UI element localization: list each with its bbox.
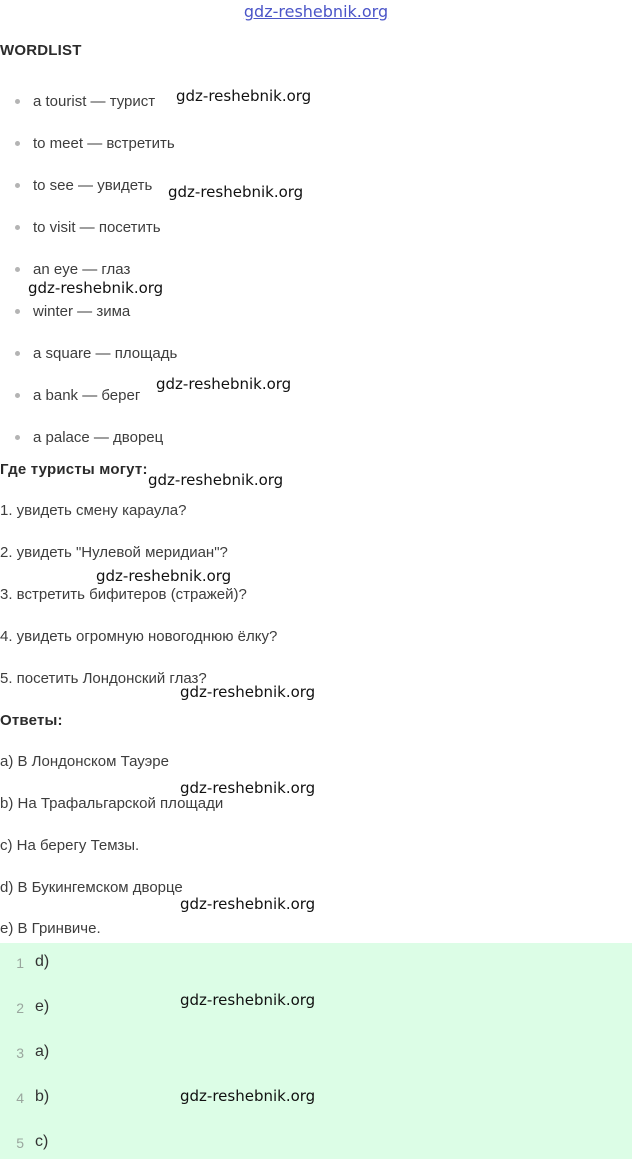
question-item: 4. увидеть огромную новогоднюю ёлку? bbox=[0, 628, 278, 645]
watermark-text: gdz-reshebnik.org bbox=[156, 375, 292, 393]
option-item: e) В Гринвиче. bbox=[0, 920, 101, 937]
watermark-text: gdz-reshebnik.org bbox=[180, 1087, 316, 1105]
bullet-icon bbox=[15, 225, 20, 230]
bullet-icon bbox=[15, 183, 20, 188]
bullet-icon bbox=[15, 141, 20, 146]
wordlist-item: to meet — встретить bbox=[33, 135, 175, 152]
watermark-text: gdz-reshebnik.org bbox=[168, 183, 304, 201]
wordlist-heading: WORDLIST bbox=[0, 42, 82, 59]
question-item: 3. встретить бифитеров (стражей)? bbox=[0, 586, 247, 603]
solution-value: e) bbox=[35, 998, 50, 1015]
watermark-text: gdz-reshebnik.org bbox=[176, 87, 312, 105]
watermark-text: gdz-reshebnik.org bbox=[96, 567, 232, 585]
answers-heading: Ответы: bbox=[0, 712, 63, 729]
question-item: 2. увидеть "Нулевой меридиан"? bbox=[0, 544, 228, 561]
wordlist-item: winter — зима bbox=[33, 303, 131, 320]
wordlist-item: to visit — посетить bbox=[33, 219, 161, 236]
bullet-icon bbox=[15, 267, 20, 272]
option-item: a) В Лондонском Тауэре bbox=[0, 753, 169, 770]
option-item: b) На Трафальгарской площади bbox=[0, 795, 224, 812]
bullet-icon bbox=[15, 309, 20, 314]
solution-number: 5 bbox=[16, 1135, 24, 1151]
solution-value: c) bbox=[35, 1133, 49, 1150]
watermark-text: gdz-reshebnik.org bbox=[148, 471, 284, 489]
watermark-text: gdz-reshebnik.org bbox=[180, 991, 316, 1009]
wordlist-item: a bank — берег bbox=[33, 387, 141, 404]
watermark-text: gdz-reshebnik.org bbox=[180, 779, 316, 797]
watermark-text: gdz-reshebnik.org bbox=[28, 279, 164, 297]
solution-number: 4 bbox=[16, 1090, 24, 1106]
bullet-icon bbox=[15, 435, 20, 440]
solutions-block bbox=[0, 943, 632, 1159]
question-item: 5. посетить Лондонский глаз? bbox=[0, 670, 207, 687]
bullet-icon bbox=[15, 393, 20, 398]
wordlist-item: an eye — глаз bbox=[33, 261, 131, 278]
wordlist-item: a square — площадь bbox=[33, 345, 178, 362]
wordlist-item: to see — увидеть bbox=[33, 177, 153, 194]
solution-value: d) bbox=[35, 953, 50, 970]
question-item: 1. увидеть смену караула? bbox=[0, 502, 187, 519]
solution-value: a) bbox=[35, 1043, 50, 1060]
bullet-icon bbox=[15, 351, 20, 356]
option-item: d) В Букингемском дворце bbox=[0, 879, 183, 896]
solution-number: 2 bbox=[16, 1000, 24, 1016]
watermark-text: gdz-reshebnik.org bbox=[180, 683, 316, 701]
wordlist-item: a palace — дворец bbox=[33, 429, 164, 446]
solution-number: 3 bbox=[16, 1045, 24, 1061]
wordlist-item: a tourist — турист bbox=[33, 93, 156, 110]
questions-heading: Где туристы могут: bbox=[0, 461, 148, 478]
watermark-text: gdz-reshebnik.org bbox=[180, 895, 316, 913]
solution-value: b) bbox=[35, 1088, 50, 1105]
bullet-icon bbox=[15, 99, 20, 104]
solution-number: 1 bbox=[16, 955, 24, 971]
option-item: c) На берегу Темзы. bbox=[0, 837, 140, 854]
top-watermark-link[interactable]: gdz-reshebnik.org bbox=[243, 2, 389, 21]
